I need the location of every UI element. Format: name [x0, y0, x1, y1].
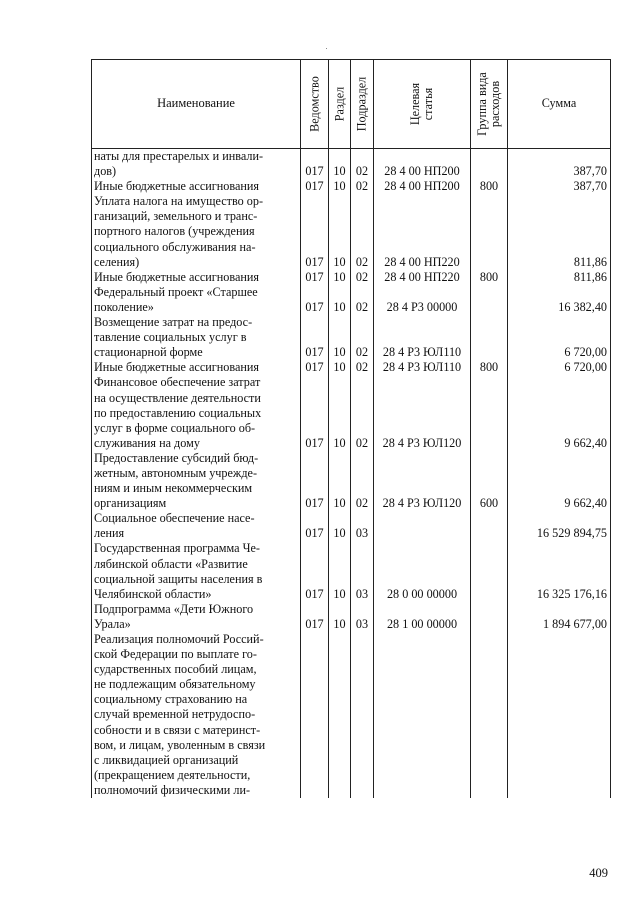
header-group: Группа вида расходов — [471, 60, 508, 149]
cell-subsection: 03 — [351, 541, 374, 601]
cell-dept: 017 — [301, 315, 329, 360]
cell-sum: 16 325 176,16 — [508, 541, 611, 601]
cell-article: 28 0 00 00000 — [374, 541, 471, 601]
cell-dept: 017 — [301, 149, 329, 180]
cell-subsection: 02 — [351, 315, 374, 360]
cell-name: Иные бюджетные ассигнования — [92, 270, 301, 285]
cell-group — [471, 285, 508, 315]
header-sum: Сумма — [508, 60, 611, 149]
cell-subsection: 02 — [351, 179, 374, 194]
table-header-row — [92, 60, 611, 149]
cell-group — [471, 375, 508, 450]
cell-name: Возмещение затрат на предос- тавление социальных услуг в стационарной форме — [92, 315, 301, 360]
cell-article — [374, 511, 471, 541]
cell-dept: 017 — [301, 179, 329, 194]
cell-group — [471, 511, 508, 541]
cell-group: 600 — [471, 451, 508, 511]
cell-section: 10 — [329, 511, 351, 541]
cell-article: 28 4 00 НП220 — [374, 194, 471, 269]
cell-sum: 6 720,00 — [508, 315, 611, 360]
cell-name: наты для престарелых и инвали- дов) — [92, 149, 301, 180]
cell-name: Федеральный проект «Старшее поколение» — [92, 285, 301, 315]
cell-section: 10 — [329, 270, 351, 285]
cell-section: 10 — [329, 360, 351, 375]
cell-group: 800 — [471, 270, 508, 285]
header-article: Целевая статья — [374, 60, 471, 149]
cell-section: 10 — [329, 149, 351, 180]
cell-article: 28 4 Р3 ЮЛ110 — [374, 315, 471, 360]
table-row — [92, 451, 611, 511]
cell-article: 28 4 00 НП200 — [374, 179, 471, 194]
cell-section: 10 — [329, 179, 351, 194]
cell-name: Предоставление субсидий бюд- жетным, автономным учрежде- ниям и иным некоммерческим организациям — [92, 451, 301, 511]
cell-sum: 811,86 — [508, 270, 611, 285]
cell-subsection: 02 — [351, 285, 374, 315]
cell-sum: 16 382,40 — [508, 285, 611, 315]
cell-group: 800 — [471, 360, 508, 375]
cell-subsection: 02 — [351, 270, 374, 285]
cell-article: 28 4 Р3 ЮЛ110 — [374, 360, 471, 375]
table-row — [92, 632, 611, 798]
cell-dept: 017 — [301, 360, 329, 375]
cell-group — [471, 315, 508, 360]
cell-subsection: 02 — [351, 360, 374, 375]
cell-subsection: 02 — [351, 375, 374, 450]
cell-dept: 017 — [301, 270, 329, 285]
budget-table — [91, 59, 611, 798]
table-row — [92, 602, 611, 632]
cell-group — [471, 632, 508, 798]
cell-dept: 017 — [301, 541, 329, 601]
cell-sum: 1 894 677,00 — [508, 602, 611, 632]
table-body — [92, 149, 611, 799]
cell-group — [471, 602, 508, 632]
cell-dept: 017 — [301, 194, 329, 269]
cell-section: 10 — [329, 194, 351, 269]
cell-sum: 9 662,40 — [508, 375, 611, 450]
cell-section: 10 — [329, 451, 351, 511]
cell-sum: 6 720,00 — [508, 360, 611, 375]
table-row — [92, 285, 611, 315]
cell-group — [471, 541, 508, 601]
cell-sum: 811,86 — [508, 194, 611, 269]
header-name: Наименование — [92, 60, 301, 149]
cell-group — [471, 194, 508, 269]
cell-subsection: 02 — [351, 451, 374, 511]
cell-subsection: 02 — [351, 149, 374, 180]
cell-article: 28 4 00 НП220 — [374, 270, 471, 285]
cell-sum: 9 662,40 — [508, 451, 611, 511]
cell-section — [329, 632, 351, 798]
cell-group — [471, 149, 508, 180]
cell-dept — [301, 632, 329, 798]
page-number: 409 — [589, 866, 608, 880]
cell-section: 10 — [329, 375, 351, 450]
table-row — [92, 149, 611, 180]
cell-section: 10 — [329, 602, 351, 632]
header-section: Раздел — [329, 60, 351, 149]
cell-name: Подпрограмма «Дети Южного Урала» — [92, 602, 301, 632]
cell-dept: 017 — [301, 375, 329, 450]
header-subsection: Подраздел — [351, 60, 374, 149]
table-row — [92, 511, 611, 541]
table-row — [92, 541, 611, 601]
table-row — [92, 315, 611, 360]
table-row — [92, 375, 611, 450]
cell-subsection: 03 — [351, 602, 374, 632]
cell-name: Государственная программа Че- лябинской области «Развитие социальной защиты населения в Челябинской области» — [92, 541, 301, 601]
cell-group: 800 — [471, 179, 508, 194]
table-row — [92, 194, 611, 269]
cell-dept: 017 — [301, 511, 329, 541]
cell-dept: 017 — [301, 602, 329, 632]
cell-name: Социальное обеспечение насе- ления — [92, 511, 301, 541]
cell-name: Иные бюджетные ассигнования — [92, 179, 301, 194]
cell-sum: 387,70 — [508, 179, 611, 194]
cell-name: Иные бюджетные ассигнования — [92, 360, 301, 375]
cell-name: Уплата налога на имущество ор- ганизаций, земельного и транс- портного налогов (учреждения социального обслуживания на- селения) — [92, 194, 301, 269]
cell-sum: 16 529 894,75 — [508, 511, 611, 541]
table-row — [92, 270, 611, 285]
cell-article: 28 4 Р3 ЮЛ120 — [374, 375, 471, 450]
scan-speck — [326, 48, 327, 49]
cell-article: 28 4 00 НП200 — [374, 149, 471, 180]
cell-name: Финансовое обеспечение затрат на осуществление деятельности по предоставлению социальных услуг в форме социального об- служивания на дому — [92, 375, 301, 450]
cell-article: 28 4 Р3 00000 — [374, 285, 471, 315]
cell-sum — [508, 632, 611, 798]
cell-article — [374, 632, 471, 798]
cell-section: 10 — [329, 315, 351, 360]
cell-subsection — [351, 632, 374, 798]
cell-name: Реализация полномочий Россий- ской Федерации по выплате го- сударственных пособий лицам, не подлежащим обязательному социальному страхованию на случай временной нетрудоспо- собности и в связи с материнст- вом, и лицам, уволенным в связи с ликвидацией организаций (прекращением деятельности, полномочий физическими ли- — [92, 632, 301, 798]
cell-dept: 017 — [301, 285, 329, 315]
cell-article: 28 1 00 00000 — [374, 602, 471, 632]
table-row — [92, 179, 611, 194]
cell-dept: 017 — [301, 451, 329, 511]
table-row — [92, 360, 611, 375]
cell-section: 10 — [329, 285, 351, 315]
header-dept: Ведомство — [301, 60, 329, 149]
cell-subsection: 02 — [351, 194, 374, 269]
cell-sum: 387,70 — [508, 149, 611, 180]
cell-article: 28 4 Р3 ЮЛ120 — [374, 451, 471, 511]
cell-subsection: 03 — [351, 511, 374, 541]
cell-section: 10 — [329, 541, 351, 601]
